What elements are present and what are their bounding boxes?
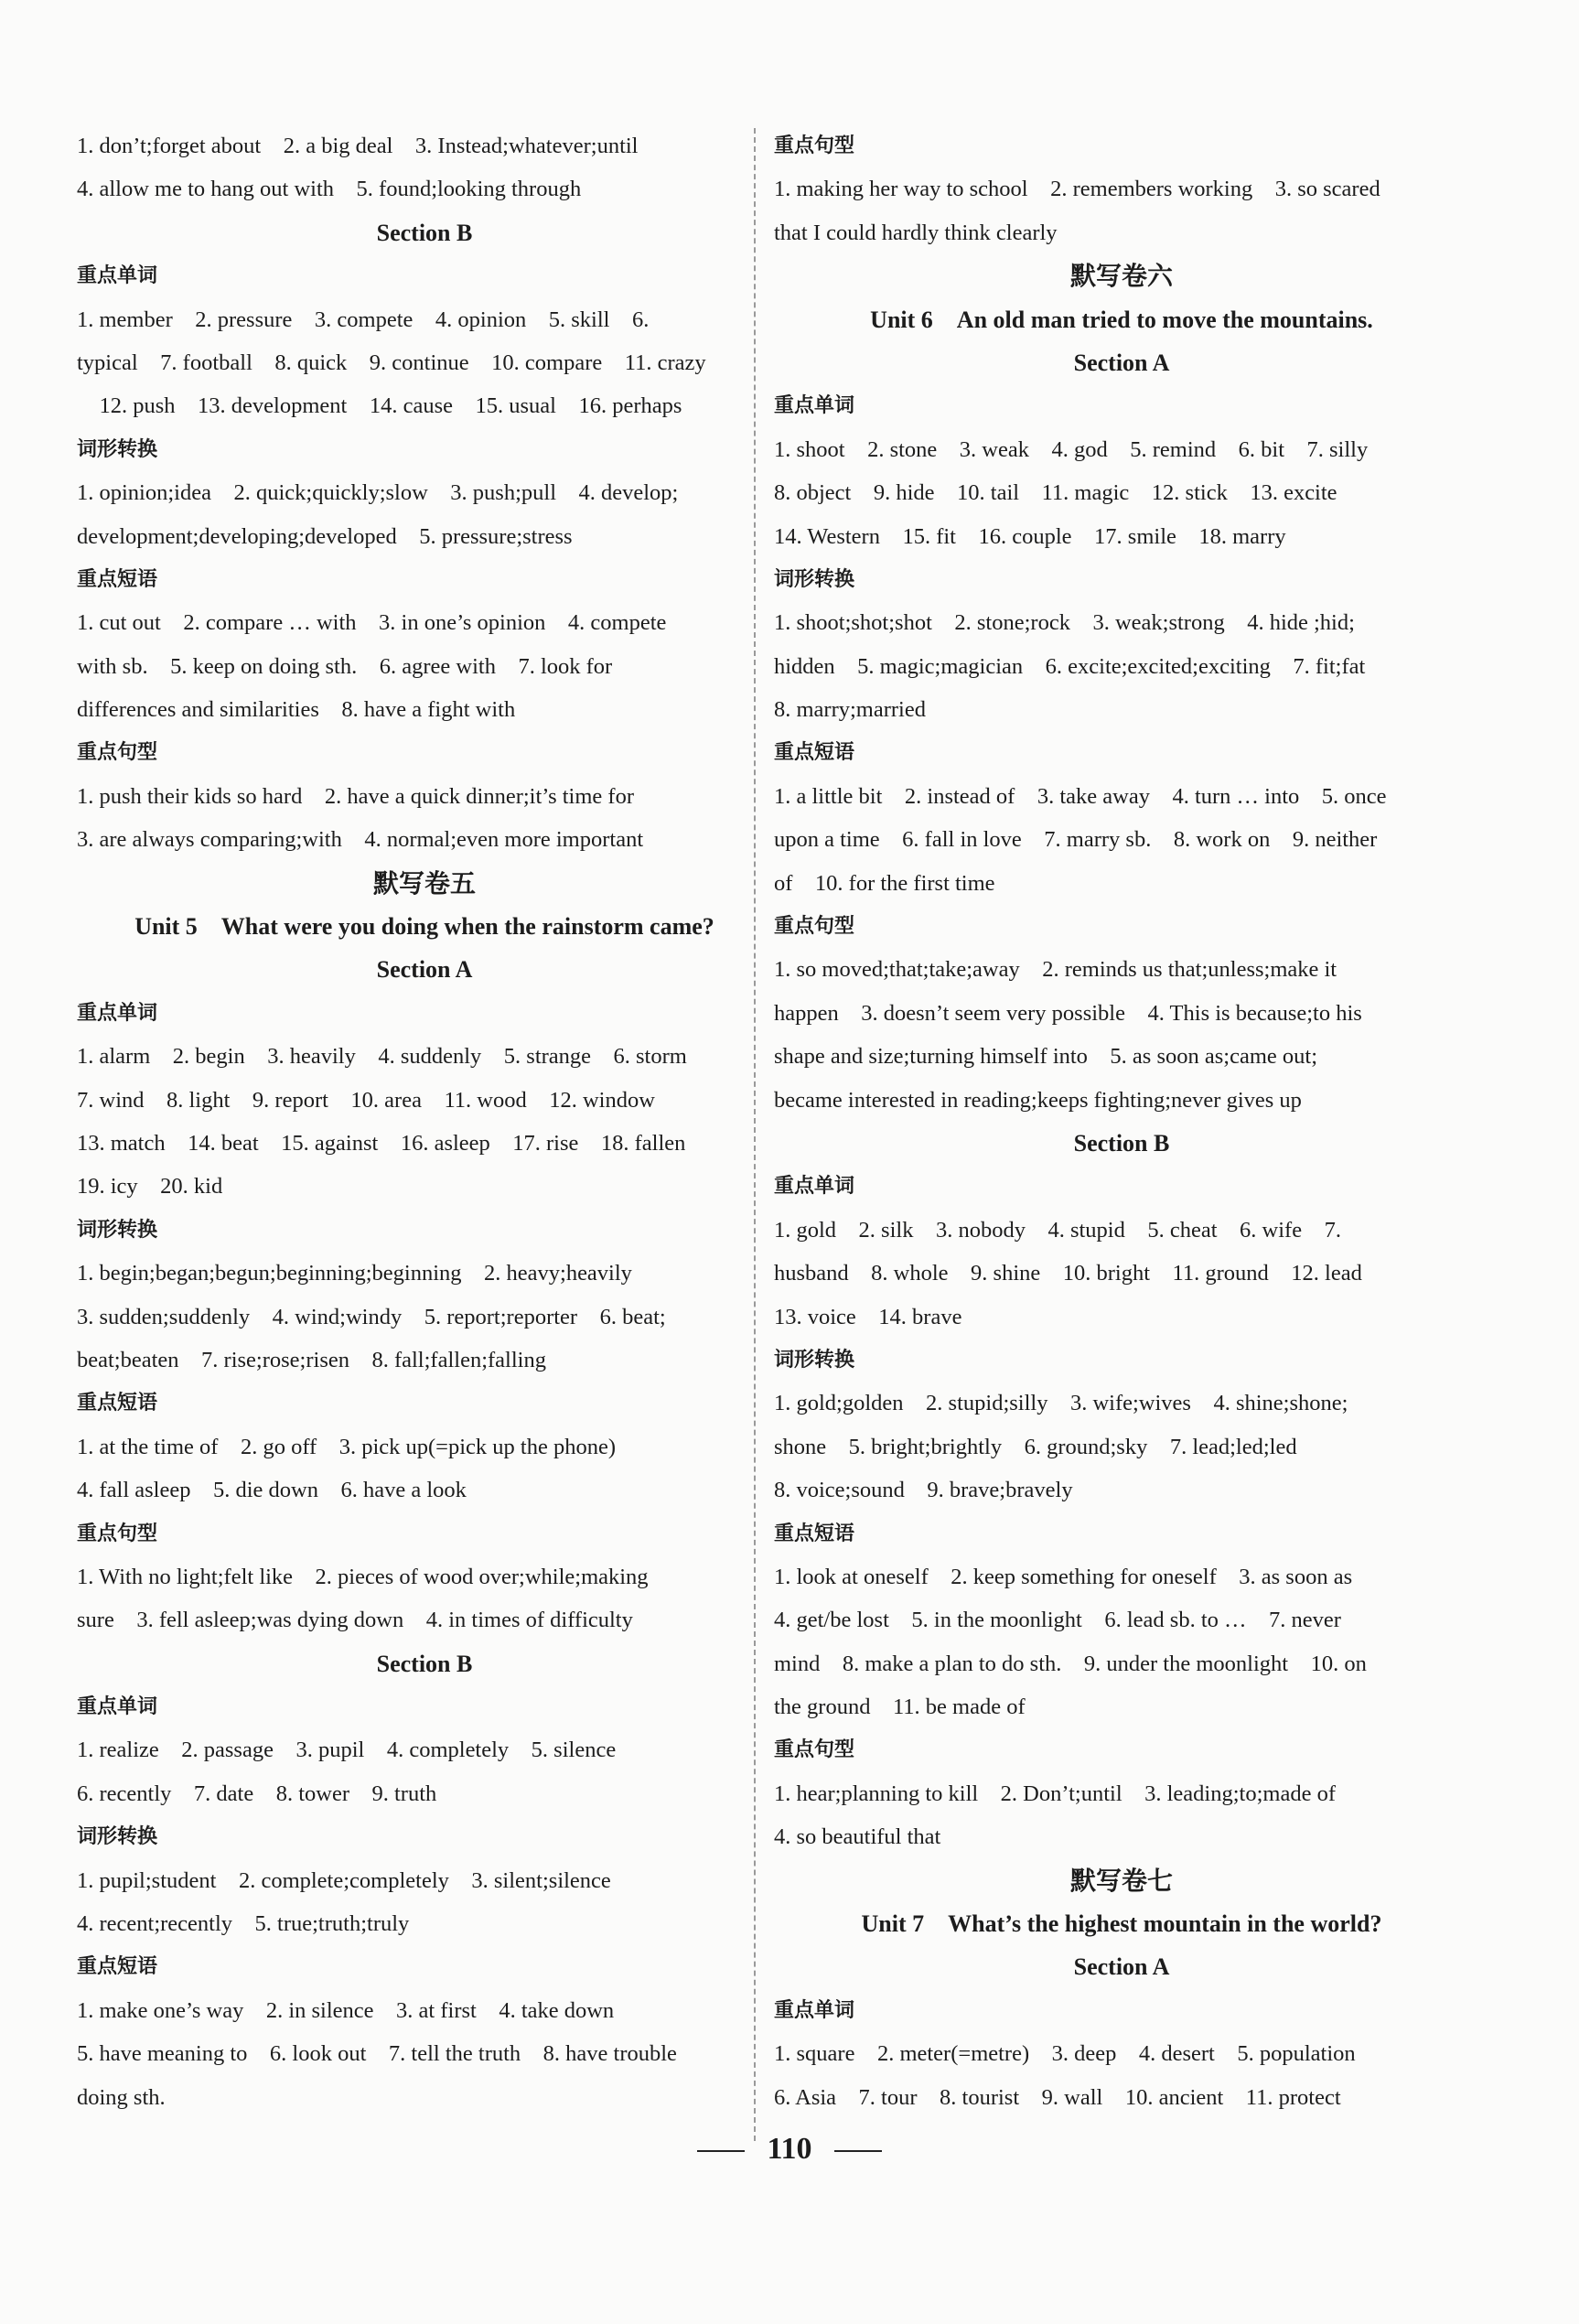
subsection-heading: 词形转换 bbox=[77, 1825, 158, 1849]
subsection-heading: 重点句型 bbox=[77, 1522, 158, 1545]
answer-line: 1. hear;planning to kill 2. Don’t;until 3. leading;to;made of bbox=[774, 1781, 1336, 1806]
subsection-heading: 重点单词 bbox=[774, 394, 855, 418]
answer-line: shape and size;turning himself into 5. as soon as;came out; bbox=[774, 1044, 1318, 1070]
subsection-heading: 词形转换 bbox=[774, 1348, 855, 1372]
right-column bbox=[774, 124, 1469, 2119]
page-footer bbox=[0, 2132, 1579, 2167]
answer-line: 1. With no light;felt like 2. pieces of wood over;while;making bbox=[77, 1564, 649, 1589]
volume-heading: 默写卷七 bbox=[1069, 1865, 1173, 1896]
answer-line: 1. make one’s way 2. in silence 3. at first 4. take down bbox=[77, 1997, 615, 2023]
subsection-heading: 重点单词 bbox=[77, 1695, 158, 1719]
section-heading: Section A bbox=[1073, 1953, 1170, 1981]
answer-line: the ground 11. be made of bbox=[774, 1695, 1026, 1720]
answer-line: shone 5. bright;brightly 6. ground;sky 7. lead;led;led bbox=[774, 1434, 1297, 1459]
answer-line: 1. gold;golden 2. stupid;silly 3. wife;wives 4. shine;shone; bbox=[774, 1391, 1348, 1416]
answer-line: 8. voice;sound 9. brave;bravely bbox=[774, 1478, 1073, 1503]
subsection-heading: 重点句型 bbox=[774, 1738, 855, 1762]
answer-line: 6. Asia 7. tour 8. tourist 9. wall 10. ancient 11. protect bbox=[774, 2084, 1341, 2110]
answer-line: mind 8. make a plan to do sth. 9. under the moonlight 10. on bbox=[774, 1651, 1367, 1676]
subsection-heading: 词形转换 bbox=[774, 567, 855, 591]
answer-line: 1. at the time of 2. go off 3. pick up(=pick up the phone) bbox=[77, 1434, 616, 1459]
answer-line: 1. gold 2. silk 3. nobody 4. stupid 5. cheat 6. wife 7. bbox=[774, 1217, 1341, 1243]
answer-line: upon a time 6. fall in love 7. marry sb. 8. work on 9. neither bbox=[774, 827, 1378, 853]
answer-line: 1. square 2. meter(=metre) 3. deep 4. desert 5. population bbox=[774, 2041, 1356, 2067]
answer-line: 13. match 14. beat 15. against 16. asleep 17. rise 18. fallen bbox=[77, 1130, 686, 1156]
answer-line: 4. get/be lost 5. in the moonlight 6. lead sb. to … 7. never bbox=[774, 1608, 1341, 1633]
answer-line: development;developing;developed 5. pressure;stress bbox=[77, 523, 573, 549]
answer-line: 5. have meaning to 6. look out 7. tell the truth 8. have trouble bbox=[77, 2041, 677, 2067]
column-divider bbox=[754, 128, 756, 2141]
left-column bbox=[77, 124, 772, 2119]
unit-heading: Unit 7 What’s the highest mountain in the world? bbox=[861, 1910, 1382, 1938]
answer-line: doing sth. bbox=[77, 2084, 166, 2110]
section-heading: Section A bbox=[376, 956, 473, 984]
answer-line: 8. marry;married bbox=[774, 697, 926, 723]
answer-line: happen 3. doesn’t seem very possible 4. This is because;to his bbox=[774, 1000, 1362, 1026]
answer-line: 8. object 9. hide 10. tail 11. magic 12. stick 13. excite bbox=[774, 480, 1337, 506]
answer-line: 1. opinion;idea 2. quick;quickly;slow 3. push;pull 4. develop; bbox=[77, 480, 679, 506]
answer-line: 14. Western 15. fit 16. couple 17. smile 18. marry bbox=[774, 523, 1286, 549]
answer-line: 4. allow me to hang out with 5. found;looking through bbox=[77, 177, 582, 202]
subsection-heading: 重点句型 bbox=[77, 741, 158, 765]
subsection-heading: 重点单词 bbox=[77, 264, 158, 288]
answer-line: 6. recently 7. date 8. tower 9. truth bbox=[77, 1781, 437, 1806]
subsection-heading: 重点短语 bbox=[774, 1522, 855, 1545]
answer-line: 4. so beautiful that bbox=[774, 1824, 941, 1850]
answer-line: 1. pupil;student 2. complete;completely 3. silent;silence bbox=[77, 1867, 611, 1893]
answer-line: 1. shoot;shot;shot 2. stone;rock 3. weak;strong 4. hide ;hid; bbox=[774, 610, 1355, 636]
unit-heading: Unit 5 What were you doing when the rainstorm came? bbox=[134, 913, 714, 941]
answer-line: differences and similarities 8. have a fight with bbox=[77, 697, 516, 723]
volume-heading: 默写卷六 bbox=[1069, 261, 1173, 292]
section-heading: Section B bbox=[376, 1650, 473, 1677]
section-heading: Section A bbox=[1073, 349, 1170, 376]
answer-line: 1. don’t;forget about 2. a big deal 3. Instead;whatever;until bbox=[77, 134, 639, 158]
answer-line: 13. voice 14. brave bbox=[774, 1304, 962, 1329]
subsection-heading: 重点短语 bbox=[77, 1392, 158, 1415]
section-heading: Section B bbox=[376, 219, 473, 246]
subsection-heading: 重点短语 bbox=[774, 741, 855, 765]
answer-line: 1. a little bit 2. instead of 3. take away 4. turn … into 5. once bbox=[774, 783, 1387, 809]
answer-line: husband 8. whole 9. shine 10. bright 11. ground 12. lead bbox=[774, 1261, 1362, 1286]
answer-line: 1. making her way to school 2. remembers working 3. so scared bbox=[774, 177, 1380, 202]
answer-line: 1. alarm 2. begin 3. heavily 4. suddenly 5. strange 6. storm bbox=[77, 1044, 687, 1070]
subsection-heading: 重点单词 bbox=[774, 1175, 855, 1199]
subsection-heading: 重点短语 bbox=[77, 1955, 158, 1979]
answer-line: 12. push 13. development 14. cause 15. usual 16. perhaps bbox=[77, 393, 682, 419]
section-heading: Section B bbox=[1073, 1129, 1170, 1157]
subsection-heading: 重点句型 bbox=[774, 134, 855, 157]
answer-line: with sb. 5. keep on doing sth. 6. agree with 7. look for bbox=[77, 653, 613, 679]
subsection-heading: 词形转换 bbox=[77, 1218, 158, 1242]
answer-line: sure 3. fell asleep;was dying down 4. in times of difficulty bbox=[77, 1608, 633, 1633]
volume-heading: 默写卷五 bbox=[372, 867, 476, 898]
answer-line: 3. sudden;suddenly 4. wind;windy 5. report;reporter 6. beat; bbox=[77, 1304, 666, 1329]
subsection-heading: 重点单词 bbox=[774, 1998, 855, 2022]
answer-line: 7. wind 8. light 9. report 10. area 11. wood 12. window bbox=[77, 1087, 655, 1113]
answer-line: 4. recent;recently 5. true;truth;truly bbox=[77, 1911, 410, 1937]
footer-dash-left bbox=[697, 2150, 745, 2152]
answer-line: 1. look at oneself 2. keep something for oneself 3. as soon as bbox=[774, 1564, 1353, 1589]
answer-line: 1. member 2. pressure 3. compete 4. opinion 5. skill 6. bbox=[77, 307, 650, 332]
answer-line: 1. shoot 2. stone 3. weak 4. god 5. remind 6. bit 7. silly bbox=[774, 436, 1369, 462]
answer-line: hidden 5. magic;magician 6. excite;excited;exciting 7. fit;fat bbox=[774, 653, 1366, 679]
page-number: 110 bbox=[767, 2132, 812, 2166]
answer-line: 1. push their kids so hard 2. have a quick dinner;it’s time for bbox=[77, 783, 634, 809]
footer-dash-right bbox=[834, 2150, 882, 2152]
answer-line: typical 7. football 8. quick 9. continue 10. compare 11. crazy bbox=[77, 350, 706, 375]
answer-line: of 10. for the first time bbox=[774, 870, 995, 896]
unit-heading: Unit 6 An old man tried to move the mountains. bbox=[870, 306, 1373, 333]
answer-line: that I could hardly think clearly bbox=[774, 220, 1058, 245]
subsection-heading: 重点单词 bbox=[77, 1001, 158, 1025]
subsection-heading: 重点句型 bbox=[774, 915, 855, 939]
subsection-heading: 重点短语 bbox=[77, 567, 158, 591]
answer-line: 1. so moved;that;take;away 2. reminds us that;unless;make it bbox=[774, 957, 1337, 983]
answer-line: 1. realize 2. passage 3. pupil 4. completely 5. silence bbox=[77, 1738, 617, 1763]
answer-line: 3. are always comparing;with 4. normal;even more important bbox=[77, 827, 644, 853]
answer-line: became interested in reading;keeps fighting;never gives up bbox=[774, 1087, 1302, 1113]
answer-line: 19. icy 20. kid bbox=[77, 1174, 223, 1200]
subsection-heading: 词形转换 bbox=[77, 437, 158, 461]
answer-line: beat;beaten 7. rise;rose;risen 8. fall;fallen;falling bbox=[77, 1347, 546, 1372]
answer-line: 1. cut out 2. compare … with 3. in one’s opinion 4. compete bbox=[77, 610, 667, 636]
answer-line: 4. fall asleep 5. die down 6. have a look bbox=[77, 1478, 467, 1503]
answer-line: 1. begin;began;begun;beginning;beginning 2. heavy;heavily bbox=[77, 1261, 632, 1286]
